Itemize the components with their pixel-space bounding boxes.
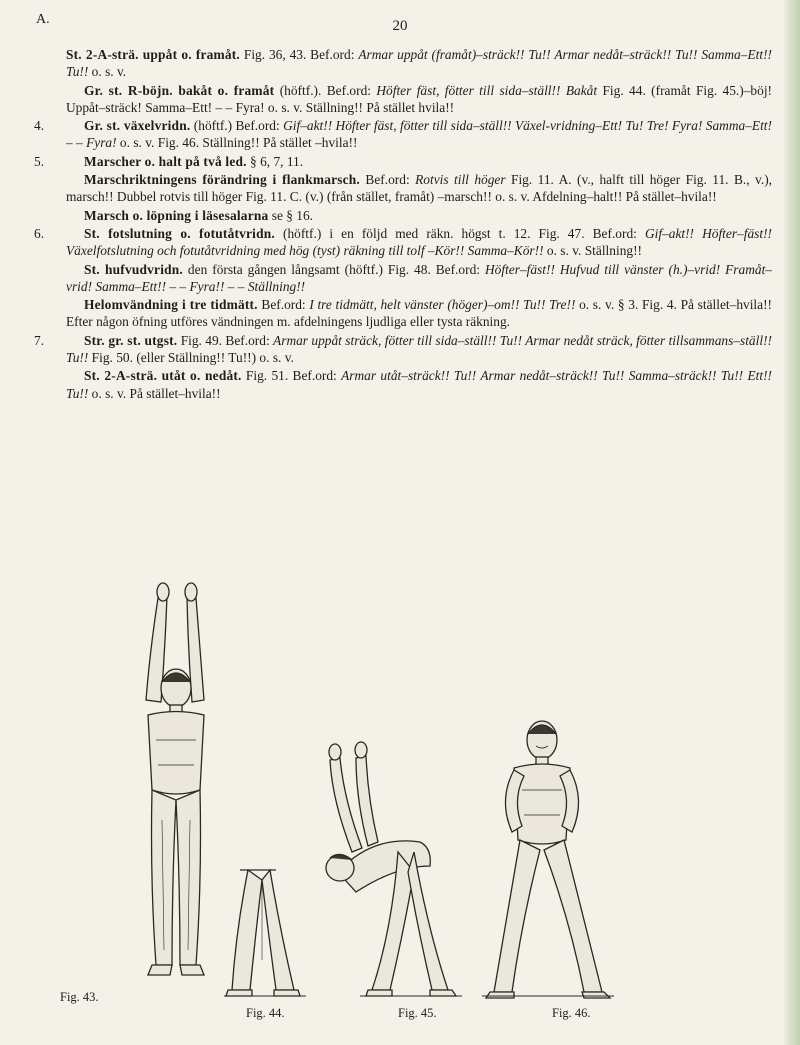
entry-heading: Gr. st. R-böjn. bakåt o. framåt bbox=[84, 82, 275, 98]
entry-text: Bef.ord: bbox=[257, 297, 310, 313]
entry-tail: o. s. v. På stället–hvila!! bbox=[88, 385, 221, 401]
entry-heading: Marscher o. halt på två led. bbox=[84, 153, 247, 169]
entry-text: Bef.ord: bbox=[359, 172, 416, 188]
entry-text: Fig. 49. Bef.ord: bbox=[177, 332, 274, 348]
figure-45-illustration bbox=[326, 742, 456, 996]
entry-text: (höftf.) Bef.ord: bbox=[190, 118, 284, 134]
entry-text: (höftf.) i en följd med räkn. högst t. 12. Fig. 47. Bef.ord: bbox=[274, 225, 645, 241]
entry-heading: Gr. st. växelvridn. bbox=[84, 118, 191, 134]
page-number: 20 bbox=[392, 18, 408, 34]
figure-46-caption: Fig. 46. bbox=[552, 1006, 591, 1020]
entry-command: Armar utåt–sträck!! Tu!! Armar nedåt–sträck!! Tu!! Samma–sträck!! Tu!! Ett!! Tu!! bbox=[66, 368, 773, 401]
figure-43-illustration bbox=[146, 583, 204, 975]
entry-tail: Fig. 44. (framåt Fig. 45.)–böj! Uppåt–sträck! Samma–Ett! – – Fyra! o. s. v. Ställning!! På stället hvila!! bbox=[66, 82, 773, 115]
corner-mark: A. bbox=[36, 12, 50, 27]
entry-heading: St. fotslutning o. fotutåtvridn. bbox=[84, 225, 275, 241]
entry-heading: Str. gr. st. utgst. bbox=[84, 332, 178, 348]
entry-tail: o. s. v. Fig. 46. Ställning!! På stället –hvila!! bbox=[116, 135, 358, 151]
entry-heading: St. 2-A-strä. uppåt o. framåt. bbox=[66, 47, 240, 62]
entry-heading: St. 2-A-strä. utåt o. nedåt. bbox=[84, 368, 242, 384]
entry-text: Fig. 36, 43. Bef.ord: bbox=[240, 47, 359, 62]
entry-text: se § 16. bbox=[268, 207, 314, 223]
entry-command: Armar uppåt sträck, fötter till sida–ställ!! Tu!! Armar nedåt sträck, fötter tillsammans–ställ!! Tu!! bbox=[66, 332, 772, 366]
entry-text: (höftf.). Bef.ord: bbox=[274, 82, 377, 98]
entry-number: 5. bbox=[34, 153, 45, 169]
entry-tail: o. s. v. bbox=[88, 64, 127, 80]
entry-tail: o. s. v. § 3. Fig. 4. På stället–hvila!! Efter någon öfning utföres vändningen m. afdelningens ljudliga eller tysta räkning. bbox=[66, 297, 773, 330]
entry-heading: Marschriktningens förändring i flankmarsch. bbox=[84, 172, 360, 188]
figure-45-caption: Fig. 45. bbox=[398, 1006, 437, 1020]
entry-command: Höfter–fäst!! Hufvud till vänster (h.)–vrid! Framåt–vrid! Samma–Ett!! – – Fyra!! – – Ställning!! bbox=[66, 261, 772, 294]
entry-heading: Helomvändning i tre tidmätt. bbox=[84, 297, 258, 313]
entry-tail: Fig. 11. A. (v., halft till höger Fig. 11. B., v.), marsch!! Dubbel rotvis till höger Fig. 11. C. (v.) (från stället, framåt) –marsch!! o. s. v. Afdelning–halt!! På stället–hvila!! bbox=[66, 172, 772, 205]
figure-43-caption: Fig. 43. bbox=[60, 990, 99, 1004]
figure-46-illustration bbox=[486, 721, 610, 998]
entry-command: Höfter fäst, fötter till sida–ställ!! Bakåt bbox=[376, 82, 598, 98]
entry-command: Gif–akt!! Höfter–fäst!! Växelfotslutning och fotutåtvridning med hög (tyst) räkning till tolf –Kör!! Samma–Kör!! bbox=[66, 225, 773, 259]
entry-command: I tre tidmätt, helt vänster (höger)–om!! Tu!! Tre!! bbox=[309, 297, 576, 313]
entry-heading: St. hufvudvridn. bbox=[84, 261, 183, 277]
entry-text: § 6, 7, 11. bbox=[246, 153, 304, 169]
entry-tail: Fig. 50. (eller Ställning!! Tu!!) o. s. v. bbox=[88, 350, 294, 366]
entry-command: Gif–akt!! Höfter fäst, fötter till sida–ställ!! Växel-vridning–Ett! Tu! Tre! Fyra! Samma–Ett! – – Fyra! bbox=[66, 118, 772, 151]
entry-heading: Marsch o. löpning i läsesalarna bbox=[84, 207, 269, 223]
entry-command: Armar uppåt (framåt)–sträck!! Tu!! Armar nedåt–sträck!! Tu!! Samma–Ett!! Tu!! bbox=[66, 47, 772, 80]
figure-44-caption: Fig. 44. bbox=[246, 1006, 285, 1020]
figure-44-illustration bbox=[226, 870, 300, 996]
entry-number: 7. bbox=[34, 332, 45, 348]
entry-text: den första gången långsamt (höftf.) Fig. 48. Bef.ord: bbox=[182, 261, 485, 277]
entry-number: 4. bbox=[34, 118, 45, 134]
entry-command: Rotvis till höger bbox=[415, 172, 506, 188]
entry-tail: o. s. v. Ställning!! bbox=[543, 243, 643, 259]
entry-number: 6. bbox=[34, 225, 45, 241]
entry-text: Fig. 51. Bef.ord: bbox=[241, 368, 342, 384]
